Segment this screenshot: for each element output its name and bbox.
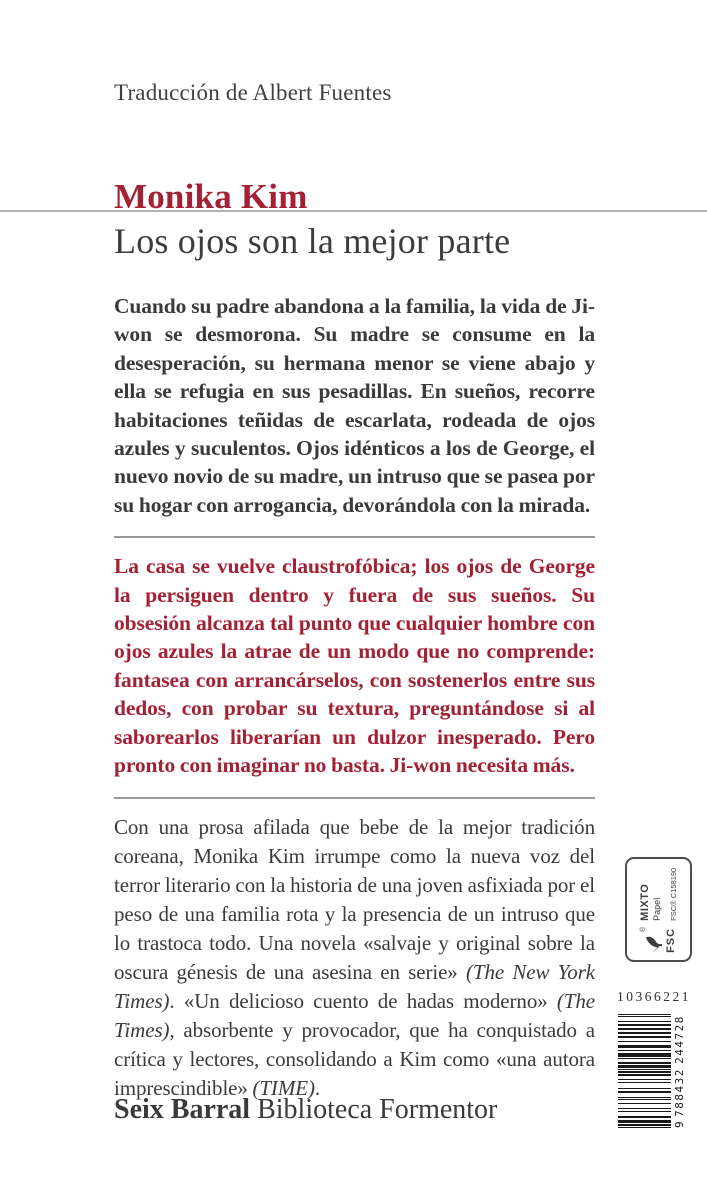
- fsc-type-label: MIXTO: [639, 883, 651, 921]
- author-name: Monika Kim: [114, 177, 308, 216]
- fsc-logo: [640, 927, 677, 954]
- translator-note: Traducción de Albert Fuentes: [114, 80, 392, 105]
- publisher-name: Seix Barral: [114, 1094, 251, 1125]
- barcode-bars: [618, 1013, 671, 1128]
- ean-barcode: [618, 1013, 687, 1128]
- book-title: Los ojos son la mejor parte: [114, 221, 511, 261]
- separator-bottom: [114, 797, 595, 799]
- fsc-cert-code: FSC® C158190: [669, 867, 678, 921]
- fsc-label: [625, 857, 692, 962]
- collection-name: Biblioteca Formentor: [257, 1094, 498, 1125]
- main-column: [114, 179, 595, 1103]
- review-paragraph: Con una prosa afilada que bebe de la mejor tradición coreana, Monika Kim irrumpe como la nueva voz del terror literario con la historia de una joven asfixiada por el peso de una familia rota y la presencia de un intruso que lo trastoca todo. Una novela «salvaje y original sobre la oscura génesis de una asesina en serie» (The New York Times). «Un delicioso cuento de hadas moderno» (The Times), absorbente y provocador, que ha conquistado a crítica y lectores, consolidando a Kim como «una autora imprescindible» (TIME).: [114, 814, 595, 1100]
- fsc-registered-mark: ®: [640, 926, 647, 932]
- barcode-leading-digit: 9: [673, 1121, 686, 1128]
- fsc-tree-icon: [640, 932, 664, 954]
- synopsis-paragraph: Cuando su padre abandona a la familia, la vida de Ji-won se desmorona. Su madre se consume en la desesperación, su hermana menor se viene abajo y ella se refugia en sus pesadillas. En sueños, recorre habitaciones teñidas de escarlata, rodeada de ojos azules y suculentos. Ojos idénticos a los de George, el nuevo novio de su madre, un intruso que se pasea por su hogar con arrogancia, devorándola con la mirada.: [114, 294, 595, 517]
- fsc-logo-text: FSC: [665, 927, 677, 953]
- fsc-material-label: Papel: [652, 897, 662, 921]
- barcode-group-2: 244728: [673, 1015, 686, 1064]
- print-code: 10366221: [617, 989, 691, 1004]
- barcode-group-1: 788432: [673, 1068, 686, 1117]
- barcode-digits: [671, 1013, 687, 1128]
- separator-top: [114, 536, 595, 538]
- highlight-paragraph: La casa se vuelve claustrofóbica; los ojos de George la persiguen dentro y fuera de sus sueños. Su obsesión alcanza tal punto que cualquier hombre con ojos azules la atrae de un modo que no comprende: fantasea con arrancárselos, con sostenerlos entre sus dedos, con probar su textura, preguntándose si al saborearlos liberarían un dulzor inesperado. Pero pronto con imaginar no basta. Ji-won necesita más.: [114, 554, 595, 778]
